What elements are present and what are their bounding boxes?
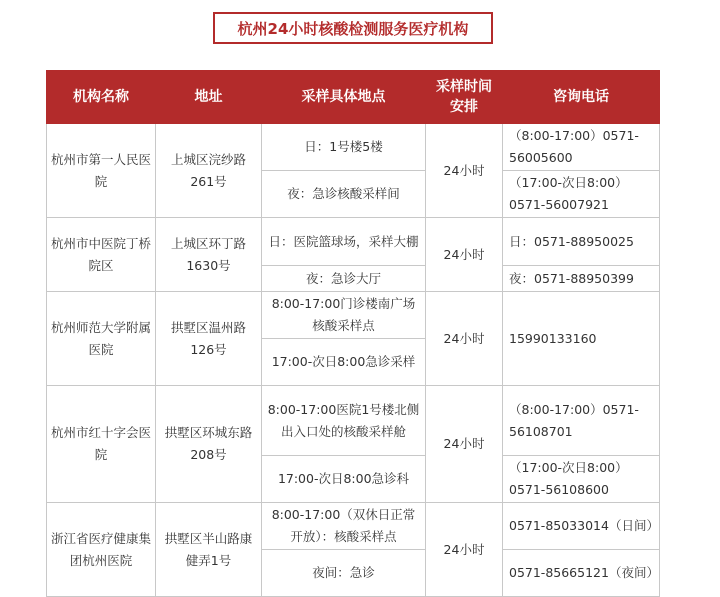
- cell-time: 24小时: [426, 386, 503, 503]
- cell-phone: 日：0571-88950025: [503, 218, 660, 266]
- table-row: [47, 386, 660, 456]
- cell-address: 上城区环丁路1630号: [156, 218, 262, 292]
- cell-address: 拱墅区温州路126号: [156, 292, 262, 386]
- cell-name: 杭州市第一人民医院: [47, 124, 156, 218]
- cell-name: 杭州师范大学附属医院: [47, 292, 156, 386]
- cell-phone: 夜：0571-88950399: [503, 266, 660, 292]
- cell-address: 拱墅区半山路康健弄1号: [156, 503, 262, 597]
- cell-phone: 0571-85033014（日间）: [503, 503, 660, 550]
- cell-phone: 15990133160: [503, 292, 660, 386]
- cell-location: 8:00-17:00医院1号楼北侧出入口处的核酸采样舱: [262, 386, 426, 456]
- cell-name: 浙江省医疗健康集团杭州医院: [47, 503, 156, 597]
- hospital-table: [46, 70, 660, 597]
- cell-time: 24小时: [426, 124, 503, 218]
- cell-location: 8:00-17:00（双休日正常开放）：核酸采样点: [262, 503, 426, 550]
- cell-address: 上城区浣纱路261号: [156, 124, 262, 218]
- table-row: [47, 292, 660, 339]
- cell-name: 杭州市中医院丁桥院区: [47, 218, 156, 292]
- cell-location: 夜：急诊大厅: [262, 266, 426, 292]
- header-time: 采样时间 安排: [426, 71, 503, 124]
- cell-time: 24小时: [426, 218, 503, 292]
- header-phone: 咨询电话: [503, 71, 660, 124]
- table-header-row: [47, 71, 660, 124]
- cell-location: 夜间：急诊: [262, 550, 426, 597]
- cell-location: 日：1号楼5楼: [262, 124, 426, 171]
- cell-phone: （17:00-次日8:00）0571-56108600: [503, 456, 660, 503]
- cell-location: 日：医院篮球场，采样大棚: [262, 218, 426, 266]
- table-row: [47, 124, 660, 171]
- cell-location: 夜：急诊核酸采样间: [262, 171, 426, 218]
- header-address: 地址: [156, 71, 262, 124]
- header-location: 采样具体地点: [262, 71, 426, 124]
- cell-time: 24小时: [426, 503, 503, 597]
- cell-time: 24小时: [426, 292, 503, 386]
- table-row: [47, 218, 660, 266]
- cell-address: 拱墅区环城东路208号: [156, 386, 262, 503]
- table-row: [47, 503, 660, 550]
- cell-location: 17:00-次日8:00急诊采样: [262, 339, 426, 386]
- cell-phone: （8:00-17:00）0571-56108701: [503, 386, 660, 456]
- page-title: 杭州24小时核酸检测服务医疗机构: [213, 12, 493, 44]
- cell-location: 8:00-17:00门诊楼南广场核酸采样点: [262, 292, 426, 339]
- cell-phone: （17:00-次日8:00）0571-56007921: [503, 171, 660, 218]
- cell-phone: （8:00-17:00）0571-56005600: [503, 124, 660, 171]
- header-name: 机构名称: [47, 71, 156, 124]
- cell-name: 杭州市红十字会医院: [47, 386, 156, 503]
- cell-location: 17:00-次日8:00急诊科: [262, 456, 426, 503]
- cell-phone: 0571-85665121（夜间）: [503, 550, 660, 597]
